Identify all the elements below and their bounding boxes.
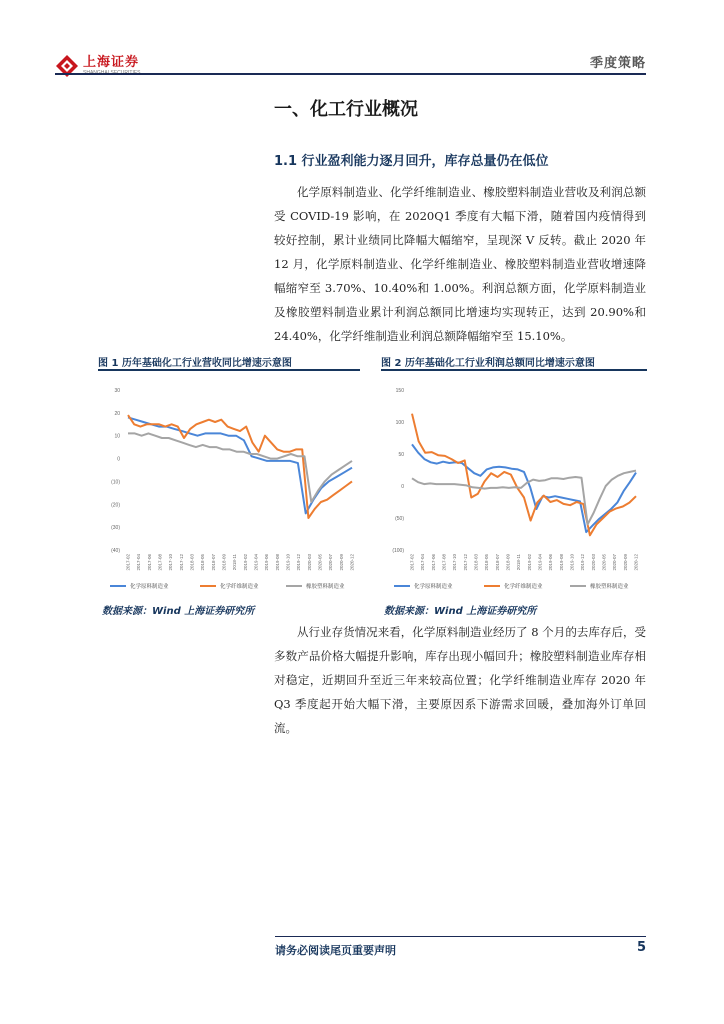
footer-disclaimer: 请务必阅读尾页重要声明 bbox=[275, 944, 396, 957]
x-tick-label: 2020-12 bbox=[349, 554, 355, 571]
x-tick-label: 2018-07 bbox=[494, 554, 500, 571]
revenue-growth-line-chart bbox=[100, 372, 360, 596]
x-tick-label: 2019-06 bbox=[548, 554, 554, 571]
figure-2-caption: 图 2 历年基础化工行业利润总额同比增速示意图 bbox=[381, 358, 595, 369]
y-tick-label: 50 bbox=[398, 452, 404, 458]
y-tick-label: 0 bbox=[401, 484, 404, 490]
legend-label: 橡胶塑料制造业 bbox=[590, 584, 629, 590]
footer-divider bbox=[275, 936, 646, 937]
legend-label: 化学纤维制造业 bbox=[220, 584, 259, 590]
x-tick-label: 2017-08 bbox=[157, 554, 163, 571]
brand-name-cn: 上海证券 bbox=[83, 55, 140, 70]
x-tick-label: 2020-03 bbox=[590, 554, 596, 571]
x-tick-label: 2020-09 bbox=[338, 554, 344, 571]
legend-label: 化学原料制造业 bbox=[130, 584, 169, 590]
x-tick-label: 2019-10 bbox=[569, 554, 575, 571]
figure-2-source: 数据来源：Wind 上海证券研究所 bbox=[384, 606, 537, 617]
x-tick-label: 2020-03 bbox=[306, 554, 312, 571]
report-type-label: 季度策略 bbox=[589, 56, 646, 71]
x-tick-label: 2018-05 bbox=[484, 554, 490, 571]
x-tick-label: 2017-02 bbox=[125, 554, 131, 571]
x-tick-label: 2020-12 bbox=[633, 554, 639, 571]
legend-label: 化学纤维制造业 bbox=[504, 584, 543, 590]
x-tick-label: 2019-04 bbox=[537, 554, 543, 571]
x-tick-label: 2017-10 bbox=[168, 554, 174, 571]
x-tick-label: 2017-10 bbox=[452, 554, 458, 571]
y-tick-label: 10 bbox=[114, 433, 120, 440]
figure-1-caption-rule bbox=[98, 369, 360, 371]
y-tick-label: (100) bbox=[392, 548, 404, 554]
series-line-2 bbox=[128, 415, 352, 518]
y-tick-label: 100 bbox=[395, 420, 404, 426]
y-tick-label: 30 bbox=[114, 388, 120, 394]
x-tick-label: 2017-02 bbox=[409, 554, 415, 571]
x-tick-label: 2018-11 bbox=[232, 554, 238, 571]
x-tick-label: 2020-05 bbox=[317, 554, 323, 571]
x-tick-label: 2019-08 bbox=[558, 554, 564, 571]
x-tick-label: 2018-05 bbox=[200, 554, 206, 571]
x-tick-label: 2018-03 bbox=[473, 554, 479, 571]
x-tick-label: 2017-12 bbox=[178, 554, 184, 571]
y-tick-label: (10) bbox=[111, 479, 120, 486]
x-tick-label: 2017-12 bbox=[462, 554, 468, 571]
x-tick-label: 2017-06 bbox=[430, 554, 436, 571]
x-tick-label: 2019-12 bbox=[580, 554, 586, 571]
y-tick-label: (50) bbox=[395, 516, 404, 522]
x-tick-label: 2019-02 bbox=[526, 554, 532, 571]
legend-label: 化学原料制造业 bbox=[414, 584, 453, 590]
x-tick-label: 2017-06 bbox=[146, 554, 152, 571]
x-tick-label: 2018-07 bbox=[210, 554, 216, 571]
x-tick-label: 2020-05 bbox=[601, 554, 607, 571]
x-tick-label: 2019-10 bbox=[285, 554, 291, 571]
series-line-3 bbox=[128, 433, 352, 502]
x-tick-label: 2017-04 bbox=[420, 554, 426, 571]
section-title: 一、化工行业概况 bbox=[274, 99, 418, 120]
header-divider bbox=[55, 73, 646, 75]
body-paragraph-2: 从行业存货情况来看，化学原料制造业经历了 8 个月的去库存后，受多数产品价格大幅提升影响，库存出现小幅回升；橡胶塑料制造业库存相对稳定，近期回升至近三年来较高位置；化学纤维制造业库存 2020 年 Q3 季度起开始大幅下滑，主要原因系下游需求回暖，叠加海外订单回流。 bbox=[274, 625, 646, 735]
figure-2-caption-rule bbox=[381, 369, 647, 371]
x-tick-label: 2020-07 bbox=[612, 554, 618, 571]
x-tick-label: 2018-11 bbox=[516, 554, 522, 571]
x-tick-label: 2017-04 bbox=[136, 554, 142, 571]
x-tick-label: 2018-03 bbox=[189, 554, 195, 571]
y-tick-label: 20 bbox=[114, 410, 120, 417]
y-tick-label: (20) bbox=[111, 502, 120, 509]
figure-1-source: 数据来源：Wind 上海证券研究所 bbox=[102, 606, 255, 617]
x-tick-label: 2020-07 bbox=[328, 554, 334, 571]
x-tick-label: 2019-08 bbox=[274, 554, 280, 571]
x-tick-label: 2018-09 bbox=[221, 554, 227, 571]
y-tick-label: (40) bbox=[111, 548, 120, 554]
subsection-title: 1.1 行业盈利能力逐月回升，库存总量仍在低位 bbox=[274, 154, 549, 169]
profit-growth-line-chart bbox=[384, 372, 644, 596]
x-tick-label: 2019-12 bbox=[296, 554, 302, 571]
legend-label: 橡胶塑料制造业 bbox=[306, 584, 345, 590]
x-tick-label: 2019-06 bbox=[264, 554, 270, 571]
figure-2-chart bbox=[384, 372, 644, 596]
figure-1-caption: 图 1 历年基础化工行业营收同比增速示意图 bbox=[98, 358, 292, 369]
x-tick-label: 2020-09 bbox=[622, 554, 628, 571]
y-tick-label: (30) bbox=[111, 525, 120, 532]
x-tick-label: 2017-08 bbox=[441, 554, 447, 571]
x-tick-label: 2018-09 bbox=[505, 554, 511, 571]
figure-1-chart bbox=[100, 372, 360, 596]
y-tick-label: 150 bbox=[395, 388, 404, 394]
page-number: 5 bbox=[636, 940, 646, 955]
x-tick-label: 2019-04 bbox=[253, 554, 259, 571]
x-tick-label: 2019-02 bbox=[242, 554, 248, 571]
body-paragraph-1: 化学原料制造业、化学纤维制造业、橡胶塑料制造业营收及利润总额受 COVID-19 影响，在 2020Q1 季度有大幅下滑，随着国内疫情得到较好控制，累计业绩同比降幅大幅缩窄，呈现深 V 反转。截止 2020 年 12 月，化学原料制造业、化学纤维制造业、橡胶塑料制造业营收增速降幅缩窄至 3.70%、10.40%和 1.00%。利润总额方面，化学原料制造业及橡胶塑料制造业累计利润总额同比增速均实现转正，达到 20.90%和 24.40%，化学纤维制造业利润总额降幅缩窄至 15.10%。 bbox=[274, 185, 646, 343]
y-tick-label: 0 bbox=[117, 456, 120, 463]
